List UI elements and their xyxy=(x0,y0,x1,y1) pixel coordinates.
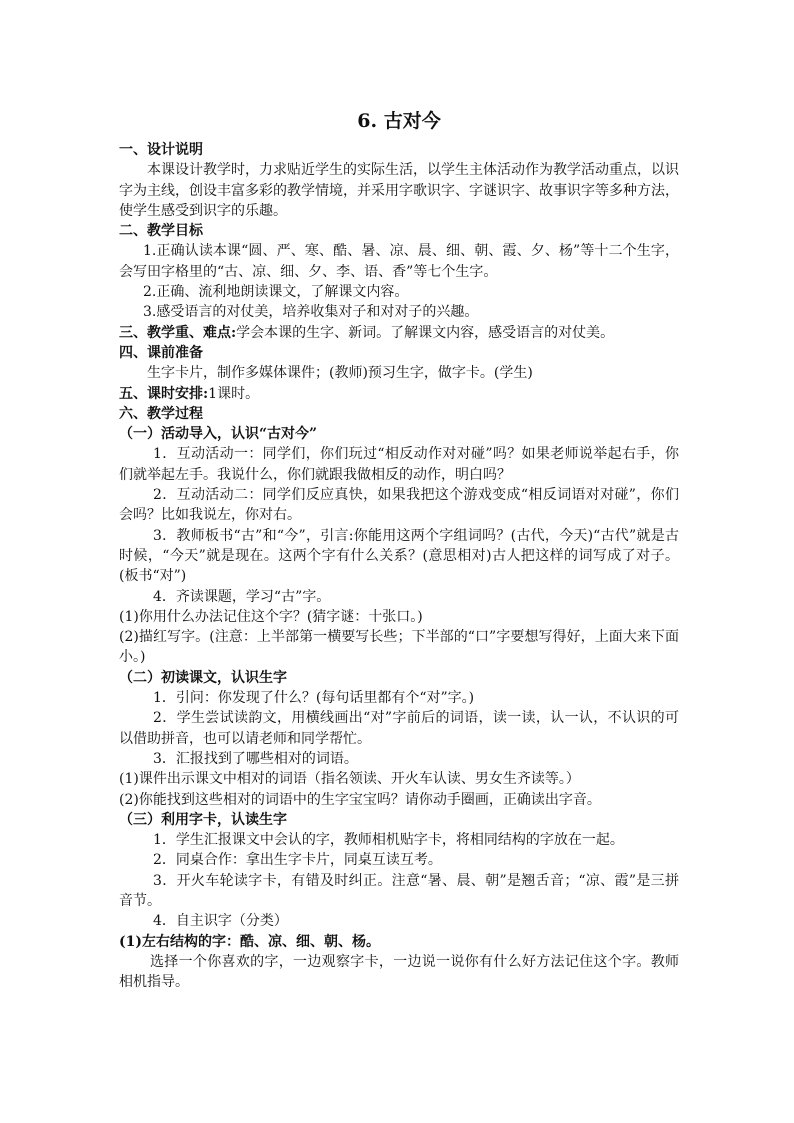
process-paragraph: 2．学生尝试读韵文，用横线画出“对”字前后的词语，读一读，认一认，不认识的可以借助拼音，也可以请老师和同学帮忙。 xyxy=(119,710,679,747)
section-heading-key-points: 三、教学重、难点: xyxy=(119,324,237,341)
process-paragraph: 3．教师板书“古”和“今”，引言:你能用这两个字组词吗？(古代，今天)“古代”就是古时候，“今天”就是现在。这两个字有什么关系？(意思相对)古人把这样的词写成了对子。(板书“对”) xyxy=(119,527,679,585)
process-paragraph: (2)你能找到这些相对的词语中的生字宝宝吗？请你动手圈画，正确读出字音。 xyxy=(119,791,601,808)
goal-item: 3.感受语言的对仗美，培养收集对子和对对子的兴趣。 xyxy=(143,304,479,321)
section-heading-goals: 二、教学目标 xyxy=(119,223,203,240)
process-paragraph: 选择一个你喜欢的字，一边观察字卡，一边说一说你有什么好方法记住这个字。教师相机指导。 xyxy=(119,953,679,991)
design-description: 本课设计教学时，力求贴近学生的实际生活，以学生主体活动作为教学活动重点，以识字为主线，创设丰富多彩的教学情境，并采用字歌识字、字谜识字、故事识字等多种方法，使学生感受到识字的乐趣。 xyxy=(119,162,679,219)
section-heading-schedule: 五、课时安排: xyxy=(119,385,209,402)
process-paragraph: 4．齐读课题，学习“古”字。 xyxy=(153,588,331,605)
process-paragraph: 3．汇报找到了哪些相对的词语。 xyxy=(153,750,358,767)
subsection-heading: （二）初读课文，认识生字 xyxy=(119,669,287,686)
section-key-points xyxy=(119,323,679,343)
section-heading-preparation: 四、课前准备 xyxy=(119,344,203,361)
process-paragraph: (1)你用什么办法记住这个字？(猜字谜：十张口。) xyxy=(119,608,423,625)
section-heading-process: 六、教学过程 xyxy=(119,405,203,422)
process-paragraph: 1．引问：你发现了什么？(每句话里都有个“对”字。) xyxy=(153,690,475,707)
lesson-plan-page xyxy=(119,104,679,992)
page-title: 6. 古对今 xyxy=(357,110,441,132)
process-paragraph: 2．互动活动二：同学们反应真快，如果我把这个游戏变成“相反词语对对碰”，你们会吗？比如我说左，你对右。 xyxy=(119,487,679,524)
subsection-heading: （一）活动导入，认识“古对今” xyxy=(119,426,318,443)
process-paragraph: (2)描红写字。(注意：上半部第一横要写长些；下半部的“口”字要想写得好，上面大来下面小。) xyxy=(119,629,679,666)
process-paragraph: 2．同桌合作：拿出生字卡片，同桌互读互考。 xyxy=(153,852,442,869)
process-paragraph: (1)左右结构的字：酷、凉、细、朝、杨。 xyxy=(119,933,380,950)
section-schedule xyxy=(119,384,679,404)
goal-item: 1.正确认读本课“圆、严、寒、酷、暑、凉、晨、细、朝、霞、夕、杨”等十二个生字，会写田字格里的“古、凉、细、夕、李、语、香”等七个生字。 xyxy=(119,243,679,280)
schedule-text: 1课时。 xyxy=(208,385,260,402)
goal-item: 2.正确、流利地朗读课文，了解课文内容。 xyxy=(143,284,409,301)
section-heading-design: 一、设计说明 xyxy=(119,142,203,158)
process-paragraph: 1．学生汇报课文中会认的字，教师相机贴字卡，将相同结构的字放在一起。 xyxy=(153,832,624,849)
process-paragraph: 1．互动活动一：同学们，你们玩过“相反动作对对碰”吗？如果老师说举起右手，你们就举起左手。我说什么，你们就跟我做相反的动作，明白吗？ xyxy=(119,446,679,483)
key-points-text: 学会本课的生字、新词。了解课文内容，感受语言的对仗美。 xyxy=(236,324,615,341)
process-paragraph: 3．开火车轮读字卡，有错及时纠正。注意“暑、晨、朝”是翘舌音；“凉、霞”是三拼音节。 xyxy=(119,872,679,909)
preparation-text: 生字卡片，制作多媒体课件；(教师)预习生字，做字卡。(学生) xyxy=(147,365,533,382)
process-paragraph: 4．自主识字（分类） xyxy=(153,913,288,930)
subsection-heading: （三）利用字卡，认读生字 xyxy=(119,811,287,828)
process-paragraph: (1)课件出示课文中相对的词语（指名领读、开火车认读、男女生齐读等。） xyxy=(119,771,580,788)
